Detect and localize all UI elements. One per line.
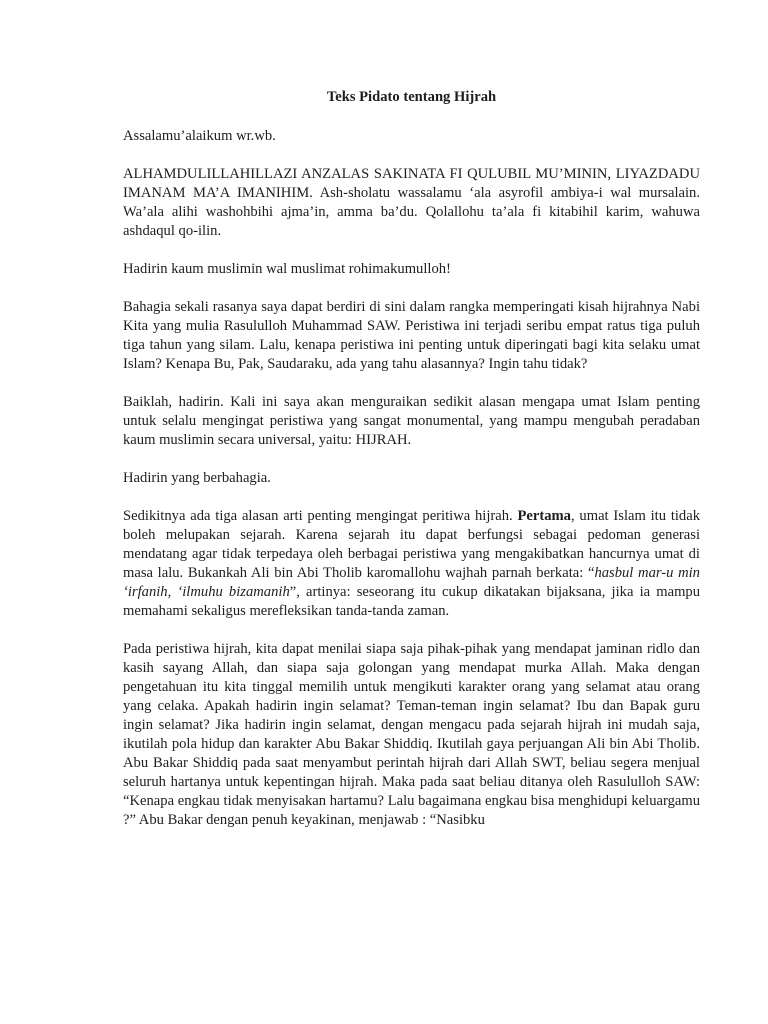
paragraph-3-part-b: , umat Islam itu tidak boleh melupakan sejarah. Karena sejarah itu dapat berfungsi sebagai pedoman generasi mendatang agar tidak terpedaya oleh berbagai peristiwa yang mengakibatkan hancurnya umat di masa lalu. Bukankah Ali bin Abi Tholib karomallohu wajhah parnah berkata: “ [123, 508, 700, 581]
paragraph-4: Pada peristiwa hijrah, kita dapat menilai siapa saja pihak-pihak yang mendapat jaminan ridlo dan kasih sayang Allah, dan siapa saja golongan yang mendapat murka Allah. Maka dengan pengetahuan itu kita tinggal memilih untuk mengikuti karakter orang yang selamat atau orang yang celaka. Apakah hadirin ingin selamat? Teman-teman ingin selamat? Ibu dan Bapak guru ingin selamat? Jika hadirin ingin selamat, dengan mengacu pada sejarah hijrah ini mudah saja, ikutilah pola hidup dan karakter Abu Bakar Shiddiq. Ikutilah gaya perjuangan Ali bin Abi Tholib. Abu Bakar Shiddiq pada saat menyambut perintah hijrah dari Allah SWT, beliau segera menjual seluruh hartanya untuk kepentingan hijrah. Maka pada saat beliau ditanya oleh Rasululloh SAW: “Kenapa engkau tidak menyisakan hartamu? Lalu bagaimana engkau bisa menghidupi keluargamu ?” Abu Bakar dengan penuh keyakinan, menjawab : “Nasibku [123, 641, 700, 828]
opening-rest: Ash-sholatu wassalamu ‘ala asyrofil ambiya-i wal mursalain. Wa’ala alihi washohbihi ajma’in, amma ba’du. Qolallohu ta’ala fi kitabihil karim, wahuwa ashdaqul qo-ilin. [123, 185, 701, 239]
opening-arabic: ALHAMDULILLAHILLAZI ANZALAS SAKINATA FI QULUBIL MU’MININ, LIYAZDADU IMANAM MA’A IMANIHIM. [123, 166, 700, 201]
paragraph-3-part-c: ”, artinya: seseorang itu cukup dikatakan bijaksana, jika ia mampu memahami sekaligus merefleksikan tanda-tanda zaman. [123, 584, 701, 619]
paragraph-3-italic-quote: hasbul mar-u min ‘irfanih, ‘ilmuhu bizamanih [123, 565, 700, 600]
opening-paragraph [123, 165, 700, 241]
paragraph-3-part-a: Sedikitnya ada tiga alasan arti penting mengingat peritiwa hijrah. [123, 508, 518, 524]
address-2: Hadirin yang berbahagia. [123, 470, 271, 486]
paragraph-3 [123, 507, 700, 621]
paragraph-2: Baiklah, hadirin. Kali ini saya akan menguraikan sedikit alasan mengapa umat Islam penting untuk selalu mengingat peristiwa yang sangat monumental, yang mampu mengubah peradaban kaum muslimin secara universal, yaitu: HIJRAH. [123, 394, 700, 448]
greeting: Assalamu’alaikum wr.wb. [123, 128, 276, 144]
paragraph-3-bold: Pertama [517, 508, 571, 524]
address-1: Hadirin kaum muslimin wal muslimat rohimakumulloh! [123, 261, 451, 277]
document-title: Teks Pidato tentang Hijrah [326, 89, 497, 105]
paragraph-1: Bahagia sekali rasanya saya dapat berdiri di sini dalam rangka memperingati kisah hijrahnya Nabi Kita yang mulia Rasululloh Muhammad SAW. Peristiwa ini terjadi seribu empat ratus tiga puluh tiga tahun yang silam. Lalu, kenapa peristiwa ini penting untuk diperingati bagi kita selaku umat Islam? Kenapa Bu, Pak, Saudaraku, ada yang tahu alasannya? Ingin tahu tidak? [123, 299, 700, 372]
